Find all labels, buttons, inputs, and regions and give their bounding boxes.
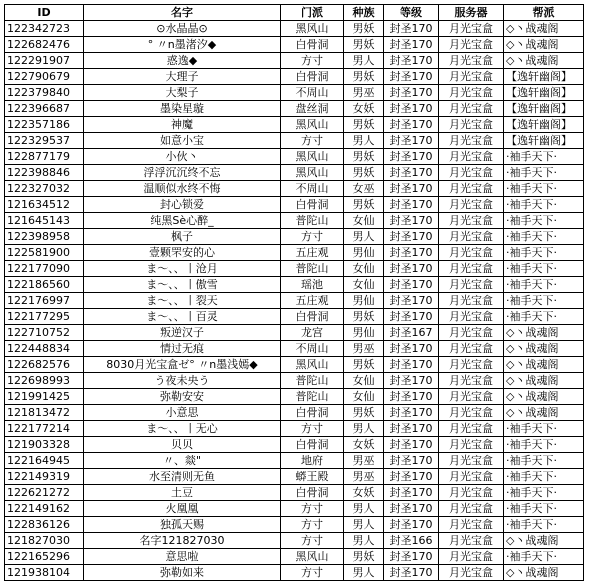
cell-guild: 【逸轩幽阁】	[504, 101, 584, 117]
cell-id: 121903328	[5, 437, 84, 453]
cell-server: 月光宝盒	[439, 229, 504, 245]
cell-id: 122379840	[5, 85, 84, 101]
cell-guild: ·袖手天下·	[504, 213, 584, 229]
cell-level: 封圣170	[384, 549, 439, 565]
cell-server: 月光宝盒	[439, 149, 504, 165]
table-row	[5, 485, 584, 501]
cell-name: 墨染星璇	[84, 101, 281, 117]
cell-level: 封圣170	[384, 405, 439, 421]
cell-server: 月光宝盒	[439, 437, 504, 453]
table-row	[5, 117, 584, 133]
cell-level: 封圣170	[384, 197, 439, 213]
cell-server: 月光宝盒	[439, 309, 504, 325]
cell-id: 122149162	[5, 501, 84, 517]
cell-sect: 白骨洞	[281, 197, 344, 213]
cell-guild: ·袖手天下·	[504, 517, 584, 533]
cell-guild: ·袖手天下·	[504, 181, 584, 197]
cell-sect: 黑风山	[281, 357, 344, 373]
cell-server: 月光宝盒	[439, 485, 504, 501]
cell-guild: ◇丶战魂阁	[504, 565, 584, 581]
cell-server: 月光宝盒	[439, 421, 504, 437]
cell-race: 男妖	[344, 549, 384, 565]
cell-id: 122291907	[5, 53, 84, 69]
cell-guild: ◇丶战魂阁	[504, 357, 584, 373]
cell-sect: 普陀山	[281, 373, 344, 389]
cell-name: 名字121827030	[84, 533, 281, 549]
cell-server: 月光宝盒	[439, 373, 504, 389]
table-row	[5, 309, 584, 325]
cell-guild: ·袖手天下·	[504, 293, 584, 309]
cell-server: 月光宝盒	[439, 501, 504, 517]
cell-level: 封圣170	[384, 69, 439, 85]
cell-race: 男仙	[344, 293, 384, 309]
cell-guild: ◇丶战魂阁	[504, 37, 584, 53]
cell-race: 男仙	[344, 245, 384, 261]
table-row	[5, 341, 584, 357]
cell-server: 月光宝盒	[439, 293, 504, 309]
cell-guild: ·袖手天下·	[504, 309, 584, 325]
cell-id: 122177214	[5, 421, 84, 437]
cell-server: 月光宝盒	[439, 549, 504, 565]
cell-sect: 白骨洞	[281, 309, 344, 325]
cell-name: 贝贝	[84, 437, 281, 453]
cell-sect: 五庄观	[281, 293, 344, 309]
table-row	[5, 405, 584, 421]
cell-id: 122398958	[5, 229, 84, 245]
cell-level: 封圣170	[384, 85, 439, 101]
cell-server: 月光宝盒	[439, 53, 504, 69]
cell-id: 122581900	[5, 245, 84, 261]
cell-race: 男妖	[344, 69, 384, 85]
cell-id: 122396687	[5, 101, 84, 117]
cell-name: 大梨子	[84, 85, 281, 101]
cell-level: 封圣170	[384, 37, 439, 53]
cell-id: 122398846	[5, 165, 84, 181]
cell-guild: ·袖手天下·	[504, 165, 584, 181]
cell-server: 月光宝盒	[439, 357, 504, 373]
cell-id: 121813472	[5, 405, 84, 421]
cell-id: 122448834	[5, 341, 84, 357]
cell-level: 封圣170	[384, 437, 439, 453]
cell-guild: ◇丶战魂阁	[504, 325, 584, 341]
cell-level: 封圣170	[384, 485, 439, 501]
cell-id: 121938104	[5, 565, 84, 581]
cell-level: 封圣170	[384, 149, 439, 165]
cell-guild: ·袖手天下·	[504, 277, 584, 293]
header-server: 服务器	[439, 5, 504, 21]
header-sect: 门派	[281, 5, 344, 21]
cell-race: 男巫	[344, 469, 384, 485]
cell-name: 神魔	[84, 117, 281, 133]
cell-name: 弥勒安安	[84, 389, 281, 405]
table-row	[5, 357, 584, 373]
cell-name: ⊙水晶晶⊙	[84, 21, 281, 37]
cell-guild: ·袖手天下·	[504, 197, 584, 213]
cell-level: 封圣170	[384, 117, 439, 133]
cell-id: 122710752	[5, 325, 84, 341]
cell-sect: 普陀山	[281, 261, 344, 277]
cell-sect: 五庄观	[281, 245, 344, 261]
cell-id: 122165296	[5, 549, 84, 565]
cell-sect: 龙宫	[281, 325, 344, 341]
cell-name: う夜未央う	[84, 373, 281, 389]
cell-guild: ◇丶战魂阁	[504, 405, 584, 421]
cell-name: 温顺似水终不悔	[84, 181, 281, 197]
cell-sect: 黑风山	[281, 21, 344, 37]
table-row	[5, 565, 584, 581]
cell-level: 封圣166	[384, 533, 439, 549]
header-level: 等级	[384, 5, 439, 21]
cell-race: 男人	[344, 133, 384, 149]
cell-name: 弥勒如来	[84, 565, 281, 581]
cell-server: 月光宝盒	[439, 405, 504, 421]
table-row	[5, 21, 584, 37]
cell-level: 封圣170	[384, 293, 439, 309]
cell-sect: 方寸	[281, 565, 344, 581]
table-row	[5, 197, 584, 213]
cell-race: 男人	[344, 229, 384, 245]
cell-id: 122164945	[5, 453, 84, 469]
cell-id: 122327032	[5, 181, 84, 197]
table-row	[5, 85, 584, 101]
cell-level: 封圣170	[384, 213, 439, 229]
cell-server: 月光宝盒	[439, 117, 504, 133]
cell-id: 121634512	[5, 197, 84, 213]
cell-level: 封圣170	[384, 501, 439, 517]
cell-level: 封圣170	[384, 421, 439, 437]
table-row	[5, 261, 584, 277]
cell-sect: 方寸	[281, 533, 344, 549]
cell-name: 土豆	[84, 485, 281, 501]
cell-race: 男妖	[344, 117, 384, 133]
table-row	[5, 229, 584, 245]
table-row	[5, 501, 584, 517]
table-row	[5, 133, 584, 149]
cell-level: 封圣170	[384, 245, 439, 261]
header-row	[5, 5, 584, 21]
cell-guild: ·袖手天下·	[504, 453, 584, 469]
cell-sect: 方寸	[281, 229, 344, 245]
cell-race: 男妖	[344, 149, 384, 165]
cell-sect: 瑶池	[281, 277, 344, 293]
cell-race: 女仙	[344, 213, 384, 229]
cell-guild: ◇丶战魂阁	[504, 21, 584, 37]
cell-id: 122682476	[5, 37, 84, 53]
table-row	[5, 53, 584, 69]
cell-race: 男人	[344, 421, 384, 437]
cell-race: 女妖	[344, 101, 384, 117]
cell-level: 封圣170	[384, 517, 439, 533]
header-id: ID	[5, 5, 84, 21]
cell-level: 封圣170	[384, 341, 439, 357]
cell-race: 女仙	[344, 277, 384, 293]
table-row	[5, 69, 584, 85]
cell-level: 封圣167	[384, 325, 439, 341]
cell-server: 月光宝盒	[439, 101, 504, 117]
cell-race: 男巫	[344, 341, 384, 357]
cell-race: 男人	[344, 501, 384, 517]
cell-name: 小伙丶	[84, 149, 281, 165]
cell-sect: 白骨洞	[281, 485, 344, 501]
table-row	[5, 421, 584, 437]
cell-sect: 白骨洞	[281, 69, 344, 85]
cell-server: 月光宝盒	[439, 341, 504, 357]
cell-guild: ◇丶战魂阁	[504, 373, 584, 389]
cell-race: 女妖	[344, 485, 384, 501]
cell-name: ま～、、丨无心	[84, 421, 281, 437]
cell-sect: 白骨洞	[281, 37, 344, 53]
cell-level: 封圣170	[384, 181, 439, 197]
cell-sect: 黑风山	[281, 117, 344, 133]
cell-guild: ◇丶战魂阁	[504, 533, 584, 549]
table-row	[5, 389, 584, 405]
cell-server: 月光宝盒	[439, 197, 504, 213]
cell-race: 男巫	[344, 85, 384, 101]
cell-name: ま～、、丨傲雪	[84, 277, 281, 293]
table-row	[5, 549, 584, 565]
cell-id: 122357186	[5, 117, 84, 133]
cell-name: 浮浮沉沉终不忘	[84, 165, 281, 181]
cell-id: 122342723	[5, 21, 84, 37]
cell-server: 月光宝盒	[439, 37, 504, 53]
cell-id: 122682576	[5, 357, 84, 373]
header-guild: 帮派	[504, 5, 584, 21]
cell-name: ° 〃n墨渚汐◆	[84, 37, 281, 53]
cell-id: 122186560	[5, 277, 84, 293]
cell-sect: 不周山	[281, 341, 344, 357]
cell-level: 封圣170	[384, 53, 439, 69]
cell-name: 大理子	[84, 69, 281, 85]
cell-sect: 黑风山	[281, 549, 344, 565]
cell-sect: 白骨洞	[281, 405, 344, 421]
cell-server: 月光宝盒	[439, 453, 504, 469]
cell-id: 121827030	[5, 533, 84, 549]
table-row	[5, 533, 584, 549]
cell-name: 意思啦	[84, 549, 281, 565]
cell-race: 男妖	[344, 21, 384, 37]
cell-server: 月光宝盒	[439, 277, 504, 293]
cell-id: 122621272	[5, 485, 84, 501]
cell-guild: ·袖手天下·	[504, 469, 584, 485]
cell-race: 男仙	[344, 325, 384, 341]
cell-server: 月光宝盒	[439, 469, 504, 485]
table-row	[5, 181, 584, 197]
cell-race: 男巫	[344, 453, 384, 469]
cell-level: 封圣170	[384, 165, 439, 181]
cell-server: 月光宝盒	[439, 85, 504, 101]
cell-server: 月光宝盒	[439, 389, 504, 405]
cell-level: 封圣170	[384, 357, 439, 373]
player-table	[4, 4, 584, 581]
cell-sect: 普陀山	[281, 213, 344, 229]
cell-race: 男人	[344, 53, 384, 69]
cell-guild: ·袖手天下·	[504, 149, 584, 165]
cell-server: 月光宝盒	[439, 213, 504, 229]
cell-race: 女仙	[344, 261, 384, 277]
table-row	[5, 245, 584, 261]
cell-sect: 方寸	[281, 517, 344, 533]
cell-server: 月光宝盒	[439, 533, 504, 549]
cell-server: 月光宝盒	[439, 69, 504, 85]
cell-name: 8030月光宝盒ゼ° 〃n墨浅嫣◆	[84, 357, 281, 373]
cell-name: 小意思	[84, 405, 281, 421]
table-row	[5, 277, 584, 293]
cell-guild: ◇丶战魂阁	[504, 389, 584, 405]
cell-name: 纯黑Sè心醉_	[84, 213, 281, 229]
cell-name: ま～、、丨裂天	[84, 293, 281, 309]
cell-sect: 不周山	[281, 85, 344, 101]
cell-id: 122149319	[5, 469, 84, 485]
cell-sect: 黑风山	[281, 165, 344, 181]
cell-id: 121991425	[5, 389, 84, 405]
cell-id: 122177295	[5, 309, 84, 325]
cell-name: 火凰凰	[84, 501, 281, 517]
cell-race: 女妖	[344, 437, 384, 453]
cell-race: 男人	[344, 517, 384, 533]
cell-server: 月光宝盒	[439, 21, 504, 37]
table-row	[5, 165, 584, 181]
cell-level: 封圣170	[384, 565, 439, 581]
cell-sect: 蟒王殿	[281, 469, 344, 485]
cell-sect: 不周山	[281, 181, 344, 197]
cell-race: 男人	[344, 565, 384, 581]
cell-race: 女巫	[344, 181, 384, 197]
cell-race: 女仙	[344, 373, 384, 389]
cell-level: 封圣170	[384, 309, 439, 325]
cell-name: 叛逆汉子	[84, 325, 281, 341]
cell-level: 封圣170	[384, 453, 439, 469]
cell-sect: 方寸	[281, 421, 344, 437]
cell-race: 男人	[344, 533, 384, 549]
table-row	[5, 325, 584, 341]
cell-guild: 【逸轩幽阁】	[504, 69, 584, 85]
table-row	[5, 149, 584, 165]
cell-race: 男妖	[344, 405, 384, 421]
cell-guild: ◇丶战魂阁	[504, 341, 584, 357]
table-row	[5, 453, 584, 469]
cell-sect: 普陀山	[281, 389, 344, 405]
cell-guild: 【逸轩幽阁】	[504, 117, 584, 133]
table-row	[5, 517, 584, 533]
cell-level: 封圣170	[384, 389, 439, 405]
cell-name: 壹颗罘安的心	[84, 245, 281, 261]
cell-sect: 方寸	[281, 133, 344, 149]
cell-name: 惑逸◆	[84, 53, 281, 69]
cell-level: 封圣170	[384, 229, 439, 245]
cell-sect: 方寸	[281, 53, 344, 69]
header-race: 种族	[344, 5, 384, 21]
table-row	[5, 469, 584, 485]
header-name: 名字	[84, 5, 281, 21]
cell-id: 121645143	[5, 213, 84, 229]
cell-name: 〃、燚"	[84, 453, 281, 469]
cell-name: ま～、、丨百灵	[84, 309, 281, 325]
table-row	[5, 373, 584, 389]
cell-name: 水至清则无鱼	[84, 469, 281, 485]
cell-sect: 白骨洞	[281, 437, 344, 453]
cell-guild: ·袖手天下·	[504, 229, 584, 245]
cell-name: 封心锁爱	[84, 197, 281, 213]
cell-sect: 黑风山	[281, 149, 344, 165]
cell-id: 122790679	[5, 69, 84, 85]
cell-guild: ·袖手天下·	[504, 501, 584, 517]
cell-server: 月光宝盒	[439, 565, 504, 581]
cell-id: 122329537	[5, 133, 84, 149]
cell-server: 月光宝盒	[439, 261, 504, 277]
cell-server: 月光宝盒	[439, 517, 504, 533]
cell-id: 122877179	[5, 149, 84, 165]
cell-id: 122176997	[5, 293, 84, 309]
cell-guild: ◇丶战魂阁	[504, 53, 584, 69]
cell-server: 月光宝盒	[439, 325, 504, 341]
cell-server: 月光宝盒	[439, 165, 504, 181]
cell-guild: ·袖手天下·	[504, 261, 584, 277]
cell-guild: ·袖手天下·	[504, 437, 584, 453]
cell-guild: ·袖手天下·	[504, 421, 584, 437]
cell-race: 男妖	[344, 309, 384, 325]
table-row	[5, 37, 584, 53]
cell-server: 月光宝盒	[439, 133, 504, 149]
cell-server: 月光宝盒	[439, 245, 504, 261]
cell-level: 封圣170	[384, 373, 439, 389]
cell-race: 男妖	[344, 37, 384, 53]
cell-guild: 【逸轩幽阁】	[504, 85, 584, 101]
cell-name: 情过无痕	[84, 341, 281, 357]
cell-id: 122836126	[5, 517, 84, 533]
cell-level: 封圣170	[384, 469, 439, 485]
cell-name: 独孤天赐	[84, 517, 281, 533]
table-row	[5, 437, 584, 453]
cell-race: 女仙	[344, 389, 384, 405]
cell-race: 男妖	[344, 197, 384, 213]
cell-sect: 盘丝洞	[281, 101, 344, 117]
cell-sect: 地府	[281, 453, 344, 469]
cell-level: 封圣170	[384, 133, 439, 149]
cell-server: 月光宝盒	[439, 181, 504, 197]
cell-level: 封圣170	[384, 277, 439, 293]
table-row	[5, 293, 584, 309]
cell-name: ま～、、丨沧月	[84, 261, 281, 277]
cell-level: 封圣170	[384, 101, 439, 117]
table-row	[5, 101, 584, 117]
cell-guild: ·袖手天下·	[504, 549, 584, 565]
cell-race: 男妖	[344, 165, 384, 181]
cell-name: 如意小宝	[84, 133, 281, 149]
cell-race: 男妖	[344, 357, 384, 373]
cell-id: 122698993	[5, 373, 84, 389]
cell-name: 枫子	[84, 229, 281, 245]
cell-sect: 方寸	[281, 501, 344, 517]
cell-level: 封圣170	[384, 261, 439, 277]
table-row	[5, 213, 584, 229]
cell-guild: ·袖手天下·	[504, 485, 584, 501]
cell-guild: ·袖手天下·	[504, 245, 584, 261]
cell-id: 122177090	[5, 261, 84, 277]
cell-guild: 【逸轩幽阁】	[504, 133, 584, 149]
cell-level: 封圣170	[384, 21, 439, 37]
